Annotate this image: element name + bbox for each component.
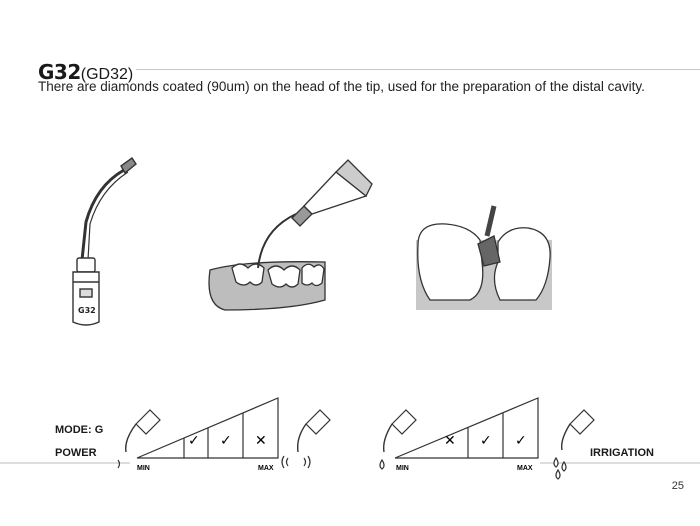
model-name: G32 (38, 60, 81, 84)
power-min-label: MIN (137, 465, 150, 472)
irrigation-scale (395, 398, 538, 458)
page-number: 25 (671, 480, 684, 492)
power-scale (137, 398, 278, 458)
tip-engraving: G32 (78, 306, 96, 315)
irrigation-max-label: MAX (517, 465, 533, 472)
water-drop-min-icon (380, 410, 416, 469)
handpiece-max-icon (282, 410, 330, 468)
irrigation-level-2: ✓ (480, 433, 492, 449)
power-level-2: ✓ (220, 433, 232, 449)
power-level-3: ✕ (255, 433, 267, 449)
irrigation-label: IRRIGATION (590, 447, 654, 459)
power-max-label: MAX (258, 465, 274, 472)
handpiece-min-icon (118, 410, 160, 468)
power-label: POWER (55, 447, 97, 459)
irrigation-level-3: ✓ (515, 433, 527, 449)
mode-label: MODE: G (55, 424, 104, 436)
model-code: (GD32) (80, 66, 134, 83)
power-level-1: ✓ (188, 433, 200, 449)
water-drops-max-icon (554, 410, 594, 479)
irrigation-level-1: ✕ (444, 433, 456, 449)
tip-description: There are diamonds coated (90um) on the head of the tip, used for the preparation of the distal cavity. (38, 79, 645, 94)
irrigation-min-label: MIN (396, 465, 409, 472)
